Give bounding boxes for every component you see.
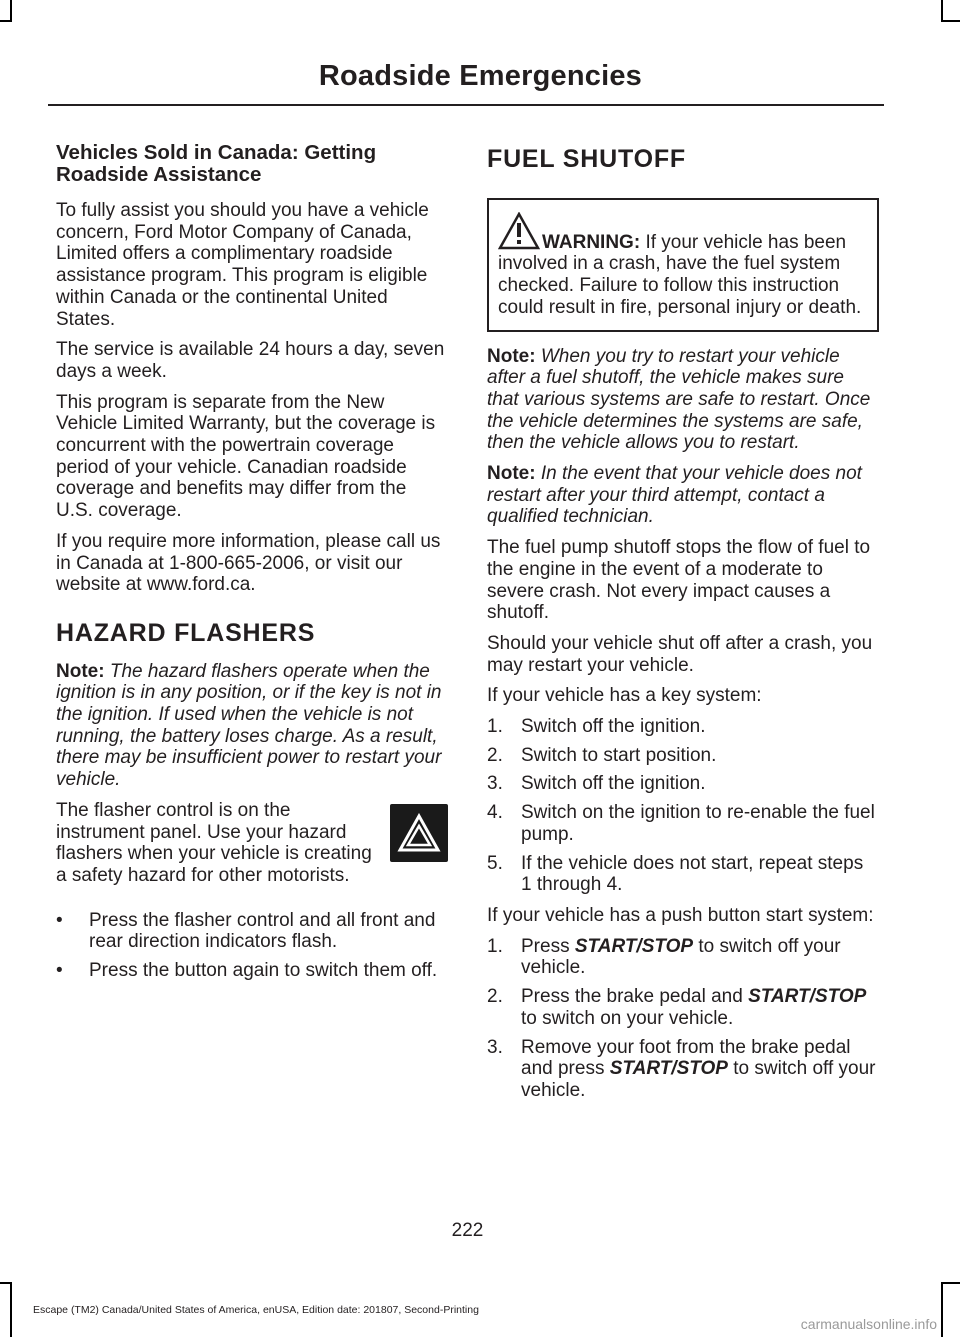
crop-mark-top-right-h [941, 20, 960, 22]
list-item [487, 853, 879, 896]
bullet-marker: • [56, 960, 63, 982]
canada-heading: Vehicles Sold in Canada: Getting Roadside Assistance [56, 141, 377, 186]
start-stop-key-label: START/STOP [609, 1058, 728, 1080]
list-item [487, 936, 879, 979]
warning-text: If your vehicle has been involved in a crash, have the fuel system checked. Failure to follow this instruction could result in fire, personal injury or death. [498, 231, 862, 318]
push-button-intro: If your vehicle has a push button start system: [487, 904, 874, 926]
canada-paragraph-4: If you require more information, please call us in Canada at 1-800-665-2006, or visit our website at www.ford.ca. [56, 530, 441, 596]
list-item [487, 986, 879, 1029]
key-system-steps [487, 716, 879, 896]
watermark: carmanualsonline.info [800, 1316, 937, 1332]
start-stop-key-label: START/STOP [748, 986, 867, 1008]
step-number: 3. [487, 773, 503, 795]
bullet-text: Press the flasher control and all front and rear direction indicators flash. [89, 909, 436, 953]
step-number: 5. [487, 852, 503, 874]
fuel-restart-paragraph: Should your vehicle shut off after a crash, you may restart your vehicle. [487, 632, 873, 676]
step-text: Switch off the ignition. [521, 716, 706, 738]
list-item [487, 716, 879, 738]
crop-mark-top-left-v [10, 0, 12, 22]
flasher-block [56, 800, 448, 896]
step-text-after: to switch off your vehicle. [521, 1058, 876, 1101]
fuel-note-1 [487, 346, 879, 455]
crop-mark-bottom-right-h [941, 1282, 960, 1284]
start-stop-key-label: START/STOP [574, 935, 694, 957]
step-text: Switch on the ignition to re-enable the fuel pump. [521, 802, 875, 845]
bullet-marker: • [56, 909, 63, 931]
step-text: Switch to start position. [521, 744, 717, 766]
canada-paragraph-1: To fully assist you should you have a vehicle concern, Ford Motor Company of Canada, Limited offers a complimentary roadside assistance program. This program is eligible within Canada or the continental United States. [56, 200, 429, 330]
step-number: 4. [487, 802, 503, 824]
step-text: If the vehicle does not start, repeat steps 1 through 4. [521, 852, 864, 896]
fuel-pump-paragraph: The fuel pump shutoff stops the flow of fuel to the engine in the event of a moderate to severe crash. Not every impact causes a shutoff. [487, 537, 871, 624]
step-number: 2. [487, 986, 503, 1008]
push-button-steps [487, 936, 879, 1102]
note-label: Note: [487, 345, 536, 367]
hazard-flashers-heading: HAZARD FLASHERS [56, 618, 316, 647]
step-text-before: Press [521, 935, 575, 957]
canada-paragraph-2: The service is available 24 hours a day, seven days a week. [56, 339, 445, 382]
bullet-text: Press the button again to switch them off. [89, 960, 438, 982]
warning-triangle-icon [498, 212, 540, 250]
list-item [56, 910, 448, 953]
left-column [56, 142, 448, 989]
step-number: 3. [487, 1036, 503, 1058]
canada-paragraph-3: This program is separate from the New Vehicle Limited Warranty, but the coverage is concurrent with the powertrain coverage period of your vehicle. Canadian roadside coverage and benefits may differ from the U.S. coverage. [56, 391, 436, 522]
note-label: Note: [487, 463, 536, 485]
page-title: Roadside Emergencies [318, 60, 642, 92]
hazard-triangle-icon [390, 804, 448, 862]
crop-mark-bottom-right-v [941, 1282, 943, 1337]
flasher-bullets [56, 910, 448, 982]
warning-label: WARNING: [542, 231, 641, 253]
list-item [487, 773, 879, 795]
step-number: 2. [487, 744, 503, 766]
edition-footer: Escape (TM2) Canada/United States of America, enUSA, Edition date: 201807, Second-Printing [33, 1304, 479, 1316]
fuel-note-2-text: In the event that your vehicle does not restart after your third attempt, contact a qualified technician. [487, 463, 862, 528]
hazard-note [56, 661, 448, 791]
step-text-after: to switch on your vehicle. [521, 1007, 734, 1029]
list-item [487, 1037, 879, 1102]
step-number: 1. [487, 935, 503, 957]
step-text-after: to switch off your vehicle. [521, 935, 841, 979]
step-text-before: Press the brake pedal and [521, 986, 749, 1008]
crop-mark-top-left-h [0, 20, 12, 22]
crop-mark-bottom-left-h [0, 1282, 12, 1284]
fuel-note-2 [487, 463, 879, 528]
key-system-intro: If your vehicle has a key system: [487, 685, 762, 707]
hazard-note-text: The hazard flashers operate when the ignition is in any position, or if the key is not in the ignition. If used when the vehicle is not running, the battery loses charge. As a result, there may be insufficient power to restart your vehicle. [56, 660, 442, 791]
list-item [56, 960, 448, 982]
crop-mark-top-right-v [941, 0, 943, 22]
warning-box [487, 198, 879, 332]
header-rule [48, 104, 884, 106]
flasher-text: The flasher control is on the instrument panel. Use your hazard flashers when your vehicle is creating a safety hazard for other motorists. [56, 799, 372, 886]
step-number: 1. [487, 716, 503, 738]
fuel-note-1-text: When you try to restart your vehicle after a fuel shutoff, the vehicle makes sure that various systems are safe to restart. Once the vehicle determines the systems are safe, then the vehicle allows you to restart. [487, 345, 871, 454]
page-number: 222 [451, 1220, 484, 1241]
fuel-shutoff-heading: FUEL SHUTOFF [487, 145, 686, 173]
list-item [487, 802, 879, 845]
step-text-before: Remove your foot from the brake pedal and press [521, 1036, 851, 1080]
note-label: Note: [56, 660, 105, 682]
list-item [487, 745, 879, 767]
right-column [487, 142, 879, 1111]
step-text: Switch off the ignition. [521, 773, 706, 795]
crop-mark-bottom-left-v [10, 1282, 12, 1337]
